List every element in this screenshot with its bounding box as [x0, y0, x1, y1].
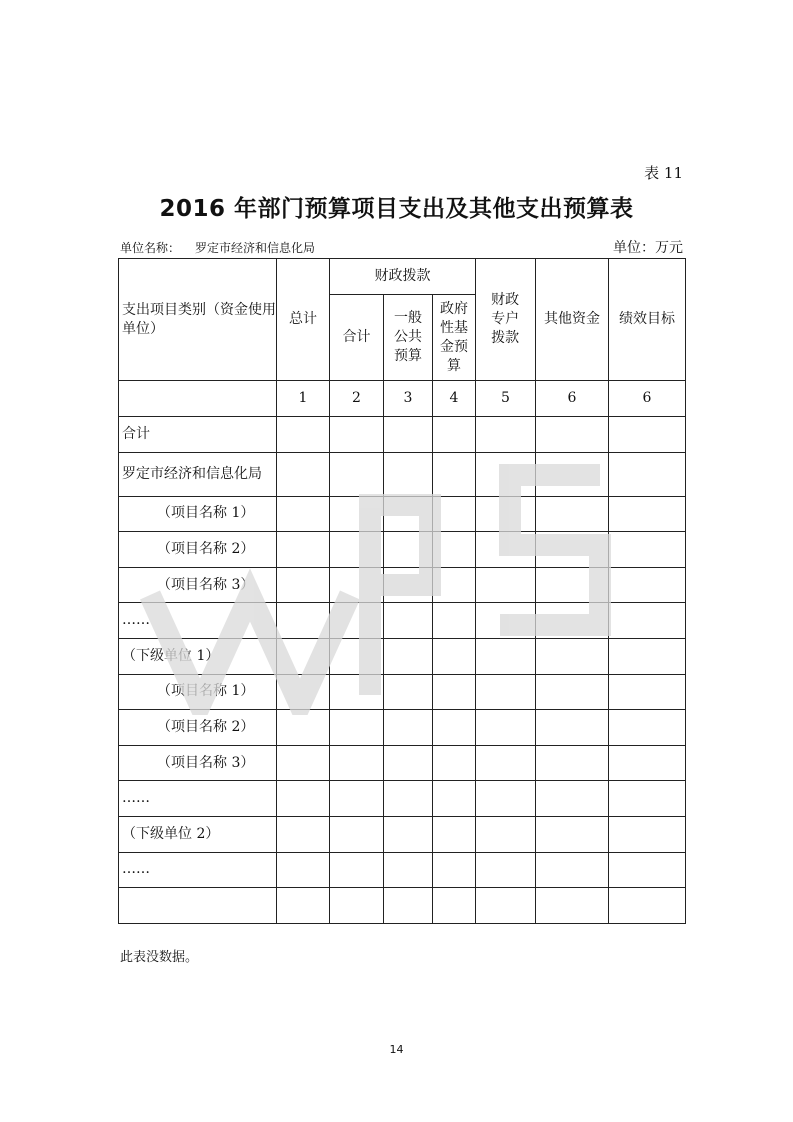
table-cell [433, 638, 476, 674]
column-number: 3 [384, 381, 433, 417]
table-row [119, 452, 686, 496]
table-row [119, 888, 686, 924]
table-cell [536, 532, 609, 568]
row-label: （下级单位 2） [119, 816, 277, 852]
table-cell [433, 532, 476, 568]
table-cell [384, 496, 433, 532]
table-cell [476, 452, 536, 496]
table-row [119, 603, 686, 639]
table-cell [609, 816, 686, 852]
header-category: 支出项目类别（资金使用单位） [119, 259, 277, 381]
row-label: （项目名称 3） [119, 745, 277, 781]
table-cell [609, 452, 686, 496]
table-cell [476, 603, 536, 639]
table-cell [384, 638, 433, 674]
table-cell [476, 417, 536, 453]
table-cell [277, 888, 330, 924]
table-cell [536, 745, 609, 781]
table-cell [536, 816, 609, 852]
table-cell [330, 638, 384, 674]
table-cell [536, 603, 609, 639]
table-cell [277, 532, 330, 568]
table-row [119, 638, 686, 674]
table-cell [476, 816, 536, 852]
table-cell [330, 532, 384, 568]
table-cell [384, 888, 433, 924]
table-cell [476, 852, 536, 888]
table-cell [609, 496, 686, 532]
table-cell [476, 638, 536, 674]
table-cell [277, 674, 330, 710]
table-cell [330, 816, 384, 852]
table-cell [476, 745, 536, 781]
table-cell [536, 567, 609, 603]
table-cell [476, 781, 536, 817]
column-number: 5 [476, 381, 536, 417]
table-cell [330, 496, 384, 532]
page-number: 14 [389, 1043, 404, 1056]
column-number-row [119, 381, 686, 417]
table-cell [384, 452, 433, 496]
row-label: 合计 [119, 417, 277, 453]
table-cell [277, 781, 330, 817]
table-row [119, 674, 686, 710]
table-cell [384, 852, 433, 888]
table-cell [384, 710, 433, 746]
table-cell [536, 674, 609, 710]
table-cell [277, 852, 330, 888]
row-label: （项目名称 2） [119, 710, 277, 746]
row-label: （下级单位 1） [119, 638, 277, 674]
table-cell [330, 603, 384, 639]
table-cell [330, 674, 384, 710]
table-cell [536, 852, 609, 888]
table-row [119, 816, 686, 852]
table-cell [609, 567, 686, 603]
table-cell [609, 781, 686, 817]
table-row [119, 852, 686, 888]
table-cell [277, 638, 330, 674]
page-title: 2016 年部门预算项目支出及其他支出预算表 [159, 196, 634, 222]
table-cell [433, 452, 476, 496]
table-cell [609, 417, 686, 453]
table-cell [277, 816, 330, 852]
footnote: 此表没数据。 [120, 950, 199, 965]
table-cell [433, 745, 476, 781]
table-cell [330, 452, 384, 496]
table-row [119, 781, 686, 817]
table-cell [536, 638, 609, 674]
table-cell [277, 417, 330, 453]
unit-name-value: 罗定市经济和信息化局 [195, 241, 316, 255]
table-row [119, 417, 686, 453]
table-row [119, 710, 686, 746]
table-cell [433, 496, 476, 532]
table-cell [609, 745, 686, 781]
table-cell [330, 567, 384, 603]
unit-name-label: 单位名称： [120, 241, 181, 255]
table-cell [433, 417, 476, 453]
row-label: 罗定市经济和信息化局 [119, 452, 277, 496]
row-label: （项目名称 1） [119, 496, 277, 532]
table-cell [536, 417, 609, 453]
table-cell [277, 496, 330, 532]
table-cell [277, 710, 330, 746]
table-row [119, 745, 686, 781]
table-cell [384, 781, 433, 817]
table-cell [536, 452, 609, 496]
table-cell [330, 852, 384, 888]
table-cell [609, 888, 686, 924]
column-number: 6 [609, 381, 686, 417]
table-cell [433, 816, 476, 852]
row-label: …… [119, 852, 277, 888]
column-number: 1 [277, 381, 330, 417]
table-cell [536, 781, 609, 817]
header-performance-target: 绩效目标 [609, 259, 686, 381]
table-cell [609, 603, 686, 639]
table-cell [476, 710, 536, 746]
table-cell [384, 674, 433, 710]
table-row [119, 532, 686, 568]
table-cell [609, 674, 686, 710]
header-fiscal-allocation: 财政拨款 [330, 259, 476, 295]
table-cell [277, 745, 330, 781]
table-cell [433, 710, 476, 746]
table-cell [536, 496, 609, 532]
header-total: 总计 [277, 259, 330, 381]
table-cell [384, 603, 433, 639]
table-cell [277, 452, 330, 496]
budget-table [118, 258, 686, 924]
table-cell [330, 417, 384, 453]
table-cell [609, 532, 686, 568]
table-cell [476, 567, 536, 603]
table-cell [433, 852, 476, 888]
currency-unit: 单位：万元 [613, 240, 683, 256]
table-row [119, 496, 686, 532]
table-cell [384, 567, 433, 603]
table-cell [330, 888, 384, 924]
table-cell [433, 781, 476, 817]
column-number: 2 [330, 381, 384, 417]
table-row [119, 567, 686, 603]
column-number-blank [119, 381, 277, 417]
table-cell [384, 532, 433, 568]
table-cell [330, 781, 384, 817]
table-cell [536, 888, 609, 924]
row-label: （项目名称 2） [119, 532, 277, 568]
table-cell [476, 888, 536, 924]
row-label: …… [119, 603, 277, 639]
table-cell [433, 567, 476, 603]
row-label: （项目名称 3） [119, 567, 277, 603]
table-cell [384, 417, 433, 453]
header-subtotal: 合计 [330, 295, 384, 381]
table-cell [476, 496, 536, 532]
table-cell [536, 710, 609, 746]
row-label [119, 888, 277, 924]
column-number: 6 [536, 381, 609, 417]
table-cell [277, 603, 330, 639]
table-cell [609, 710, 686, 746]
table-cell [277, 567, 330, 603]
table-cell [609, 852, 686, 888]
table-cell [384, 816, 433, 852]
table-cell [476, 674, 536, 710]
table-cell [433, 888, 476, 924]
header-fiscal-special-account: 财政专户拨款 [476, 259, 536, 381]
header-other-funds: 其他资金 [536, 259, 609, 381]
row-label: …… [119, 781, 277, 817]
column-number: 4 [433, 381, 476, 417]
table-cell [330, 710, 384, 746]
row-label: （项目名称 1） [119, 674, 277, 710]
table-cell [433, 603, 476, 639]
table-cell [433, 674, 476, 710]
table-cell [330, 745, 384, 781]
table-cell [476, 532, 536, 568]
header-general-public-budget: 一般公共预算 [384, 295, 433, 381]
header-government-fund-budget: 政府性基金预算 [433, 295, 476, 381]
table-cell [384, 745, 433, 781]
table-cell [609, 638, 686, 674]
table-number: 表 11 [644, 164, 683, 182]
